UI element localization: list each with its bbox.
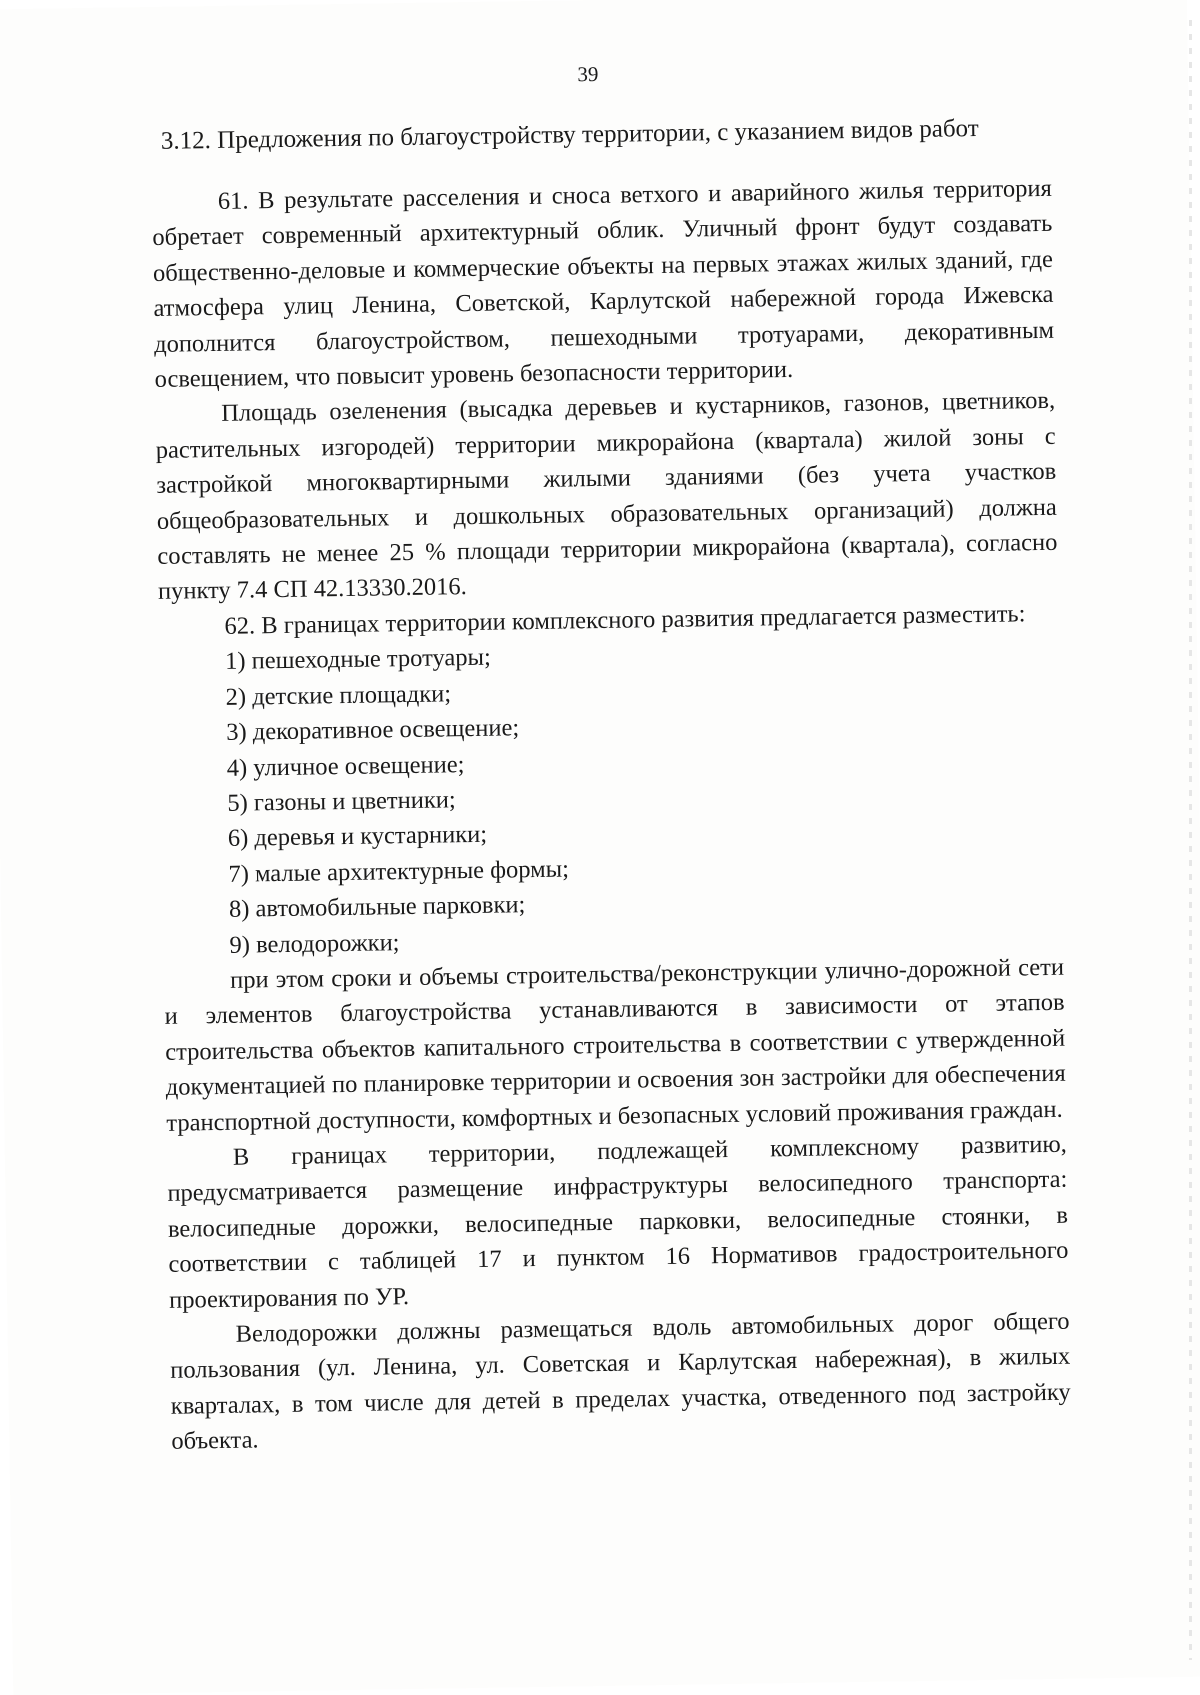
list-item: 3) декоративное освещение; xyxy=(226,714,520,746)
paragraph-construction-terms: при этом сроки и объемы строительства/реконструкции улично-дорожной сети и элементов благоустройства устанавливаются в зависимости от этапов строительства объектов капитального строительства в соответствии с утвержденной документацией по планировке территории и освоения зон застройки для обеспечения транспортной доступности, комфортных и безопасных условий проживания граждан. xyxy=(164,953,1066,1137)
paragraph-greening: Площадь озеленения (высадка деревьев и кустарников, газонов, цветников, растительных изгородей) территории микрорайона (квартала) жилой зоны с застройкой многоквартирными жилыми зданиями (без учета участков общеобразовательных и дошкольных образовательных организаций) должна составлять не менее 25 % площади территории микрорайона (квартала), согласно пункту 7.4 СП 42.13330.2016. xyxy=(155,387,1058,606)
list-item: 2) детские площадки; xyxy=(225,680,452,711)
paragraph-62: 62. В границах территории комплексного развития предлагается разместить: xyxy=(224,600,1026,640)
section-heading: 3.12. Предложения по благоустройству территории, с указанием видов работ xyxy=(160,114,979,155)
paragraph-bicycle-infrastructure: В границах территории, подлежащей комплексному развитию, предусматривается размещение инфраструктуры велосипедного транспорта: велосипедные дорожки, велосипедные парковки, велосипедные стоянки, в соответствии с таблицей 17 и пунктом 16 Нормативов градостроительного проектирования по УР. xyxy=(167,1130,1069,1314)
scan-edge-mark xyxy=(1189,20,1192,1660)
list-item: 7) малые архитектурные формы; xyxy=(228,855,570,888)
list-item: 6) деревья и кустарники; xyxy=(227,821,488,853)
paragraph-61: 61. В результате расселения и сноса ветхого и аварийного жилья территория обретает современный архитектурный облик. Уличный фронт будут создавать общественно-деловые и коммерческие объекты на первых этажах жилых зданий, где атмосфера улиц Ленина, Советской, Карлутской набережной города Ижевска дополнится благоустройством, пешеходными тротуарами, декоративным освещением, что повысит уровень безопасности территории. xyxy=(152,174,1055,393)
list-item: 9) велодорожки; xyxy=(229,928,400,959)
list-item: 8) автомобильные парковки; xyxy=(228,891,526,923)
improvement-list xyxy=(159,631,1064,964)
body-text xyxy=(152,171,1072,1460)
list-item: 4) уличное освещение; xyxy=(226,750,465,782)
list-item: 1) пешеходные тротуары; xyxy=(224,643,492,676)
list-item: 5) газоны и цветники; xyxy=(227,786,456,817)
page-number: 39 xyxy=(577,61,599,87)
paragraph-bike-lanes: Велодорожки должны размещаться вдоль автомобильных дорог общего пользования (ул. Ленина, ул. Советская и Карлутская набережная), в жилых кварталах, в том числе для детей в пределах участка, отведенного под застройку объекта. xyxy=(170,1307,1071,1456)
